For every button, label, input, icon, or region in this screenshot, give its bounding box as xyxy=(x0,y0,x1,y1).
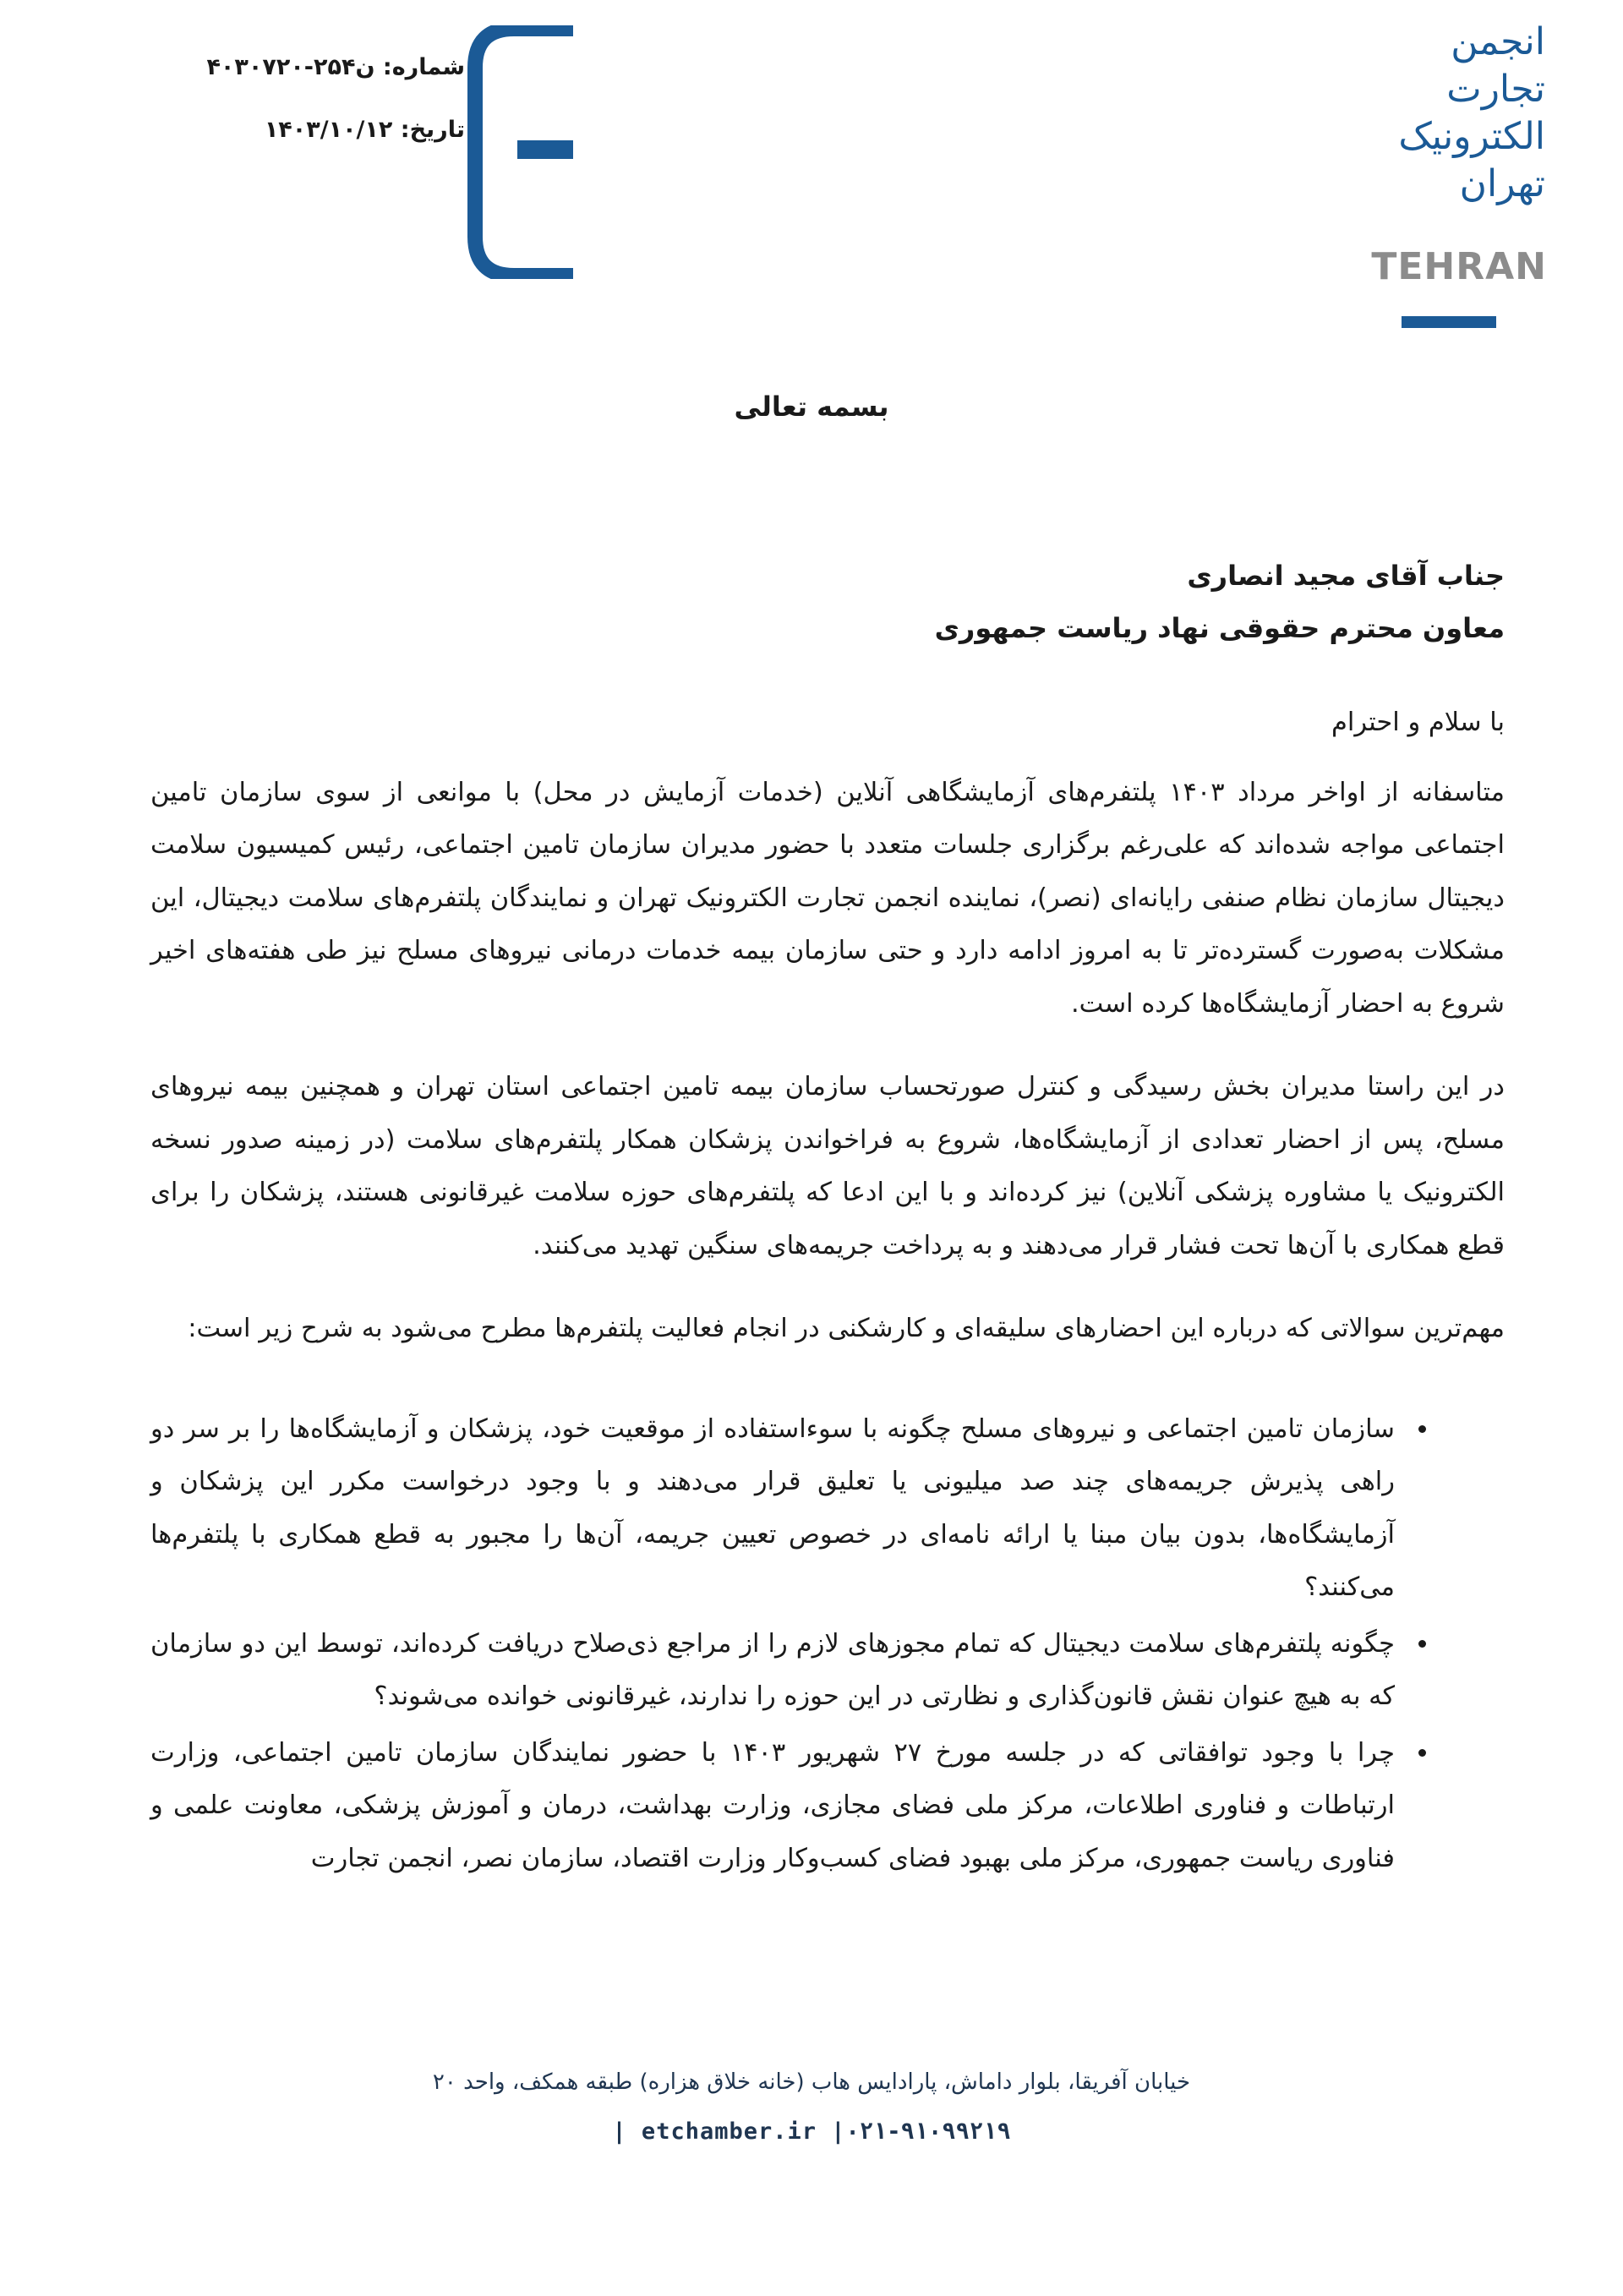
letter-body xyxy=(150,549,1505,1889)
logo-line: تجارت xyxy=(1446,68,1545,111)
footer-address: خیابان آفریقا، بلوار داماش، پارادایس هاب (خانه خلاق هزاره) طبقه همکف، واحد ۲۰ xyxy=(432,2069,1191,2095)
body-paragraph: در این راستا مدیران بخش رسیدگی و کنترل صورتحساب سازمان بیمه تامین اجتماعی استان تهران و همچنین بیمه نیروهای مسلح، پس از احضار تعدادی از آزمایشگاه‌ها، شروع به فراخواندن پزشکان همکار پلتفرم‌های سلامت (در زمینه صدور نسخه الکترونیک یا مشاوره پزشکی آنلاین) نیز کرده‌اند و با این ادعا که پلتفرم‌های حوزه سلامت غیرقانونی هستند، پزشکان را برای قطع همکاری با آن‌ها تحت فشار قرار می‌دهند و به پرداخت جریمه‌های سنگین تهدید می‌کنند. xyxy=(150,1072,1505,1260)
number-label: شماره: xyxy=(382,54,465,80)
recipient-title: معاون محترم حقوقی نهاد ریاست جمهوری xyxy=(934,612,1505,644)
logo-underline-bar xyxy=(1402,316,1496,328)
number-value: ن۲۵۴-۴۰۳۰۷۲۰ xyxy=(206,54,375,80)
logo-line: الکترونیک xyxy=(1398,115,1545,158)
e-logo-icon xyxy=(465,25,583,279)
recipient-block xyxy=(150,549,1505,654)
invocation-heading: بسمه تعالی xyxy=(734,391,889,423)
logo-line: تهران xyxy=(1459,162,1545,205)
letter-meta xyxy=(194,51,465,176)
date-value: ۱۴۰۳/۱۰/۱۲ xyxy=(264,117,393,143)
recipient-name: جناب آقای مجید انصاری xyxy=(1187,560,1505,592)
logo-latin-text: TEHRAN xyxy=(1371,245,1547,288)
footer-contact: | etchamber.ir |۰۲۱-۹۱۰۹۹۲۱۹ xyxy=(612,2118,1011,2145)
date-label: تاریخ: xyxy=(400,117,465,143)
letter-date xyxy=(194,113,465,147)
list-item: • سازمان تامین اجتماعی و نیروهای مسلح چگونه با سوءاستفاده از موقعیت خود، پزشکان و آزمایشگاه‌ها را بر سر دو راهی پذیرش جریمه‌های چند صد میلیونی یا تعلیق قرار می‌دهند و با وجود درخواست مکرر این پزشکان و آزمایشگاه‌ها، بدون بیان مبنا یا ارائه نامه‌ای در خصوص تعیین جریمه، آن‌ها را مجبور به قطع همکاری با پلتفرم‌ها می‌کنند؟ xyxy=(150,1403,1405,1615)
body-paragraph: متاسفانه از اواخر مرداد ۱۴۰۳ پلتفرم‌های آزمایشگاهی آنلاین (خدمات آزمایش در محل) با موانعی از سوی سازمان تامین اجتماعی مواجه شده‌اند که علی‌رغم برگزاری جلسات متعدد با حضور مدیران سازمان تامین اجتماعی، رئیس کمیسیون سلامت دیجیتال سازمان نظام صنفی رایانه‌ای (نصر)، نماینده انجمن تجارت الکترونیک تهران و نمایندگان پلتفرم‌های سلامت دیجیتال، این مشکلات به‌صورت گسترده‌تر تا به امروز ادامه دارد و حتی سازمان بیمه خدمات درمانی نیروهای مسلح نیز طی هفته‌های اخیر شروع به احضار آزمایشگاه‌ها کرده است. xyxy=(150,777,1505,1019)
letter-number xyxy=(194,51,465,85)
questions-list xyxy=(150,1403,1505,1886)
association-logo-text xyxy=(1292,19,1545,208)
body-paragraph: مهم‌ترین سوالاتی که درباره این احضارهای سلیقه‌ای و کارشکنی در انجام فعالیت پلتفرم‌ها مطرح می‌شود به شرح زیر است: xyxy=(188,1314,1505,1343)
greeting: با سلام و احترام xyxy=(1331,708,1505,737)
logo-line: انجمن xyxy=(1451,20,1545,63)
list-item: • چگونه پلتفرم‌های سلامت دیجیتال که تمام مجوزهای لازم را از مراجع ذی‌صلاح دریافت کرده‌اند، توسط این دو سازمان که به هیچ عنوان نقش قانون‌گذاری و نظارتی در این حوزه را ندارند، غیرقانونی خوانده می‌شوند؟ xyxy=(150,1618,1405,1724)
list-item: • چرا با وجود توافقاتی که در جلسه مورخ ۲۷ شهریور ۱۴۰۳ با حضور نمایندگان سازمان تامین اجتماعی، وزارت ارتباطات و فناوری اطلاعات، مرکز ملی فضای مجازی، وزارت بهداشت، درمان و آموزش پزشکی، معاونت علمی و فناوری ریاست جمهوری، مرکز ملی بهبود فضای کسب‌وکار وزارت اقتصاد، سازمان نصر، انجمن تجارت xyxy=(150,1727,1405,1886)
